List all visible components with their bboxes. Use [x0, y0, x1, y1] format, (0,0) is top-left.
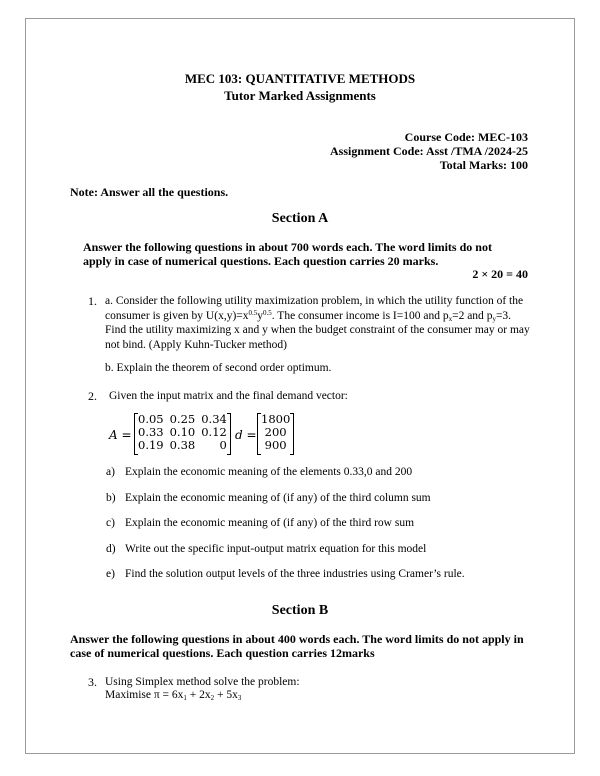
- question-2-part-text: Explain the economic meaning of the elements 0.33,0 and 200: [125, 466, 413, 478]
- assignment-code: Assignment Code: Asst /TMA /2024-25: [329, 144, 528, 158]
- question-2-part-label: d): [106, 543, 116, 555]
- section-a-heading: Section A: [271, 211, 329, 226]
- section-b-instructions: Answer the following questions in about 400 words each. The word limits do not apply in case of numerical questions. Each question carries 12marks: [70, 632, 524, 660]
- matrix-a-cell: 0.33: [138, 425, 164, 439]
- matrix-a-cell: 0.25: [169, 412, 196, 426]
- matrix-a-cell: 0: [219, 438, 227, 452]
- question-3-number: 3.: [88, 675, 97, 689]
- matrix-a-cell: 0.38: [169, 438, 196, 452]
- question-2-number: 2.: [88, 389, 97, 403]
- question-2-part-label: e): [106, 568, 115, 580]
- question-2-part-text: Find the solution output levels of the three industries using Cramer’s rule.: [125, 568, 465, 580]
- course-code: Course Code: MEC-103: [404, 130, 528, 144]
- question-2-intro: Given the input matrix and the final demand vector:: [109, 390, 348, 402]
- matrix-a-cell: 0.19: [138, 438, 164, 452]
- section-a-marks: 2 × 20 = 40: [472, 267, 528, 281]
- vector-d-label: d =: [235, 428, 257, 442]
- section-b-heading: Section B: [271, 603, 329, 618]
- matrix-a: [134, 413, 231, 455]
- question-2-part-label: c): [106, 517, 115, 529]
- matrix-a-cell: 0.05: [138, 412, 164, 426]
- question-3-objective: Maximise $\pi = 6x_1 + 2x_2 + 5x_3$: [105, 689, 242, 702]
- matrix-a-cell: 0.10: [169, 425, 196, 439]
- question-1-number: 1.: [88, 294, 97, 308]
- section-a-instructions: Answer the following questions in about 700 words each. The word limits do not apply in case of numerical questions. Each question carries 20 marks.: [83, 240, 492, 268]
- question-2-part-text: Write out the specific input-output matrix equation for this model: [125, 543, 427, 555]
- question-2-part-text: Explain the economic meaning of (if any) of the third row sum: [125, 517, 415, 529]
- assignment-subtitle: Tutor Marked Assignments: [224, 88, 376, 103]
- matrix-a-cell: 0.34: [201, 412, 227, 426]
- matrix-a-label: A =: [109, 428, 132, 442]
- note: Note: Answer all the questions.: [70, 185, 229, 199]
- course-title: MEC 103: QUANTITATIVE METHODS: [184, 71, 416, 86]
- question-3-intro: Using Simplex method solve the problem:: [105, 676, 300, 688]
- vector-d-cell: 200: [264, 425, 287, 439]
- vector-d-cell: 1800: [261, 412, 291, 426]
- question-1-part-a: a. Consider the following utility maximization problem, in which the utility function of the consumer is given by $U(x,y)=x^{0.5}y^{0.5}$. The consumer income is I=100 and $p_x=2$ and $p_y=3$. Find the utility maximizing x and y when the budget constraint of the consumer may or may not bind. (Apply Kuhn-Tucker method): [105, 295, 530, 351]
- total-marks: Total Marks: 100: [439, 158, 528, 172]
- question-2-part-label: b): [106, 492, 116, 504]
- question-1-part-b: b. Explain the theorem of second order optimum.: [105, 362, 332, 374]
- vector-d-cell: 900: [264, 438, 287, 452]
- matrix-a-cell: 0.12: [201, 425, 227, 439]
- vector-d: [257, 413, 294, 455]
- question-2-part-text: Explain the economic meaning of (if any) of the third column sum: [125, 492, 431, 504]
- question-2-part-label: a): [106, 466, 115, 478]
